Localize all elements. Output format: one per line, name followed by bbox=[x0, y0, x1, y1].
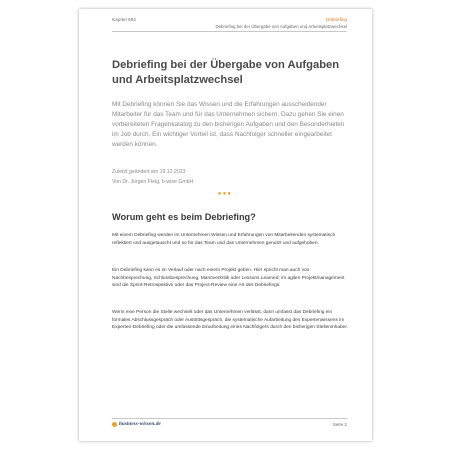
section-label: Debriefing bbox=[326, 17, 347, 22]
logo-dot-icon bbox=[112, 422, 117, 427]
header-divider bbox=[112, 31, 347, 32]
footer-logo bbox=[112, 421, 161, 427]
separator-dots: ●●● bbox=[217, 191, 233, 197]
author-line: Von Dr. Jürgen Fleig, b-wise GmbH bbox=[112, 179, 194, 185]
body-paragraph: Wenn eine Person die Stelle wechselt oder das Unternehmen verlässt, dann umfasst das Debriefing ein formales Abschlussgespräch oder Austrittsgespräch, die systematische Aufarbeitung des Expertenwissens im Experten-Debriefing oder die umfassende Einarbeitung eines Nachfolgers durch den bisherigen Stelleninhaber. bbox=[112, 310, 348, 331]
body-paragraph: Mit einem Debriefing werden im Unternehmen Wissen und Erfahrungen von Mitarbeitenden systematisch reflektiert und ausgetauscht und so für das Team und das Unternehmen genutzt und aufgehoben. bbox=[112, 233, 336, 246]
body-paragraph: Ein Debriefing kann es im Verlauf oder nach einem Projekt geben. Hier spricht man auch von Nachbesprechung, Schlussbesprechung, Manöverkritik oder Lessons Learned; im agilen Projektmanagement sind die Sprint-Retrospektive oder das Project-Review eine Art des Debriefings. bbox=[112, 268, 345, 289]
chapter-label: Kapitel 682 bbox=[112, 17, 137, 22]
article-title: Debriefing bei der Übergabe von Aufgaben und Arbeitsplatzwechsel bbox=[112, 59, 340, 86]
header-subtitle: Debriefing bei der Übergabe von Aufgaben und Arbeitsplatzwechsel bbox=[215, 24, 347, 29]
last-modified-date: Zuletzt geändert am 19.12.2023 bbox=[112, 169, 186, 175]
page-number: Seite 2 bbox=[332, 422, 347, 427]
article-intro: Mit Debriefing können Sie das Wissen und die Erfahrungen ausscheidender Mitarbeiter für das Team und für das Unternehmen sichern. Dazu gehen Sie einen vorbereiteten Fragenkatalog zu den bisherigen Aufgaben und den Besonderheiten im Job durch. Ein wichtiger Vorteil ist, dass Nachfolger schneller eingearbeitet werden können. bbox=[112, 101, 345, 148]
section-heading: Worum geht es beim Debriefing? bbox=[112, 212, 256, 222]
logo-text: business-wissen.de bbox=[119, 421, 161, 427]
footer-divider bbox=[112, 418, 347, 419]
